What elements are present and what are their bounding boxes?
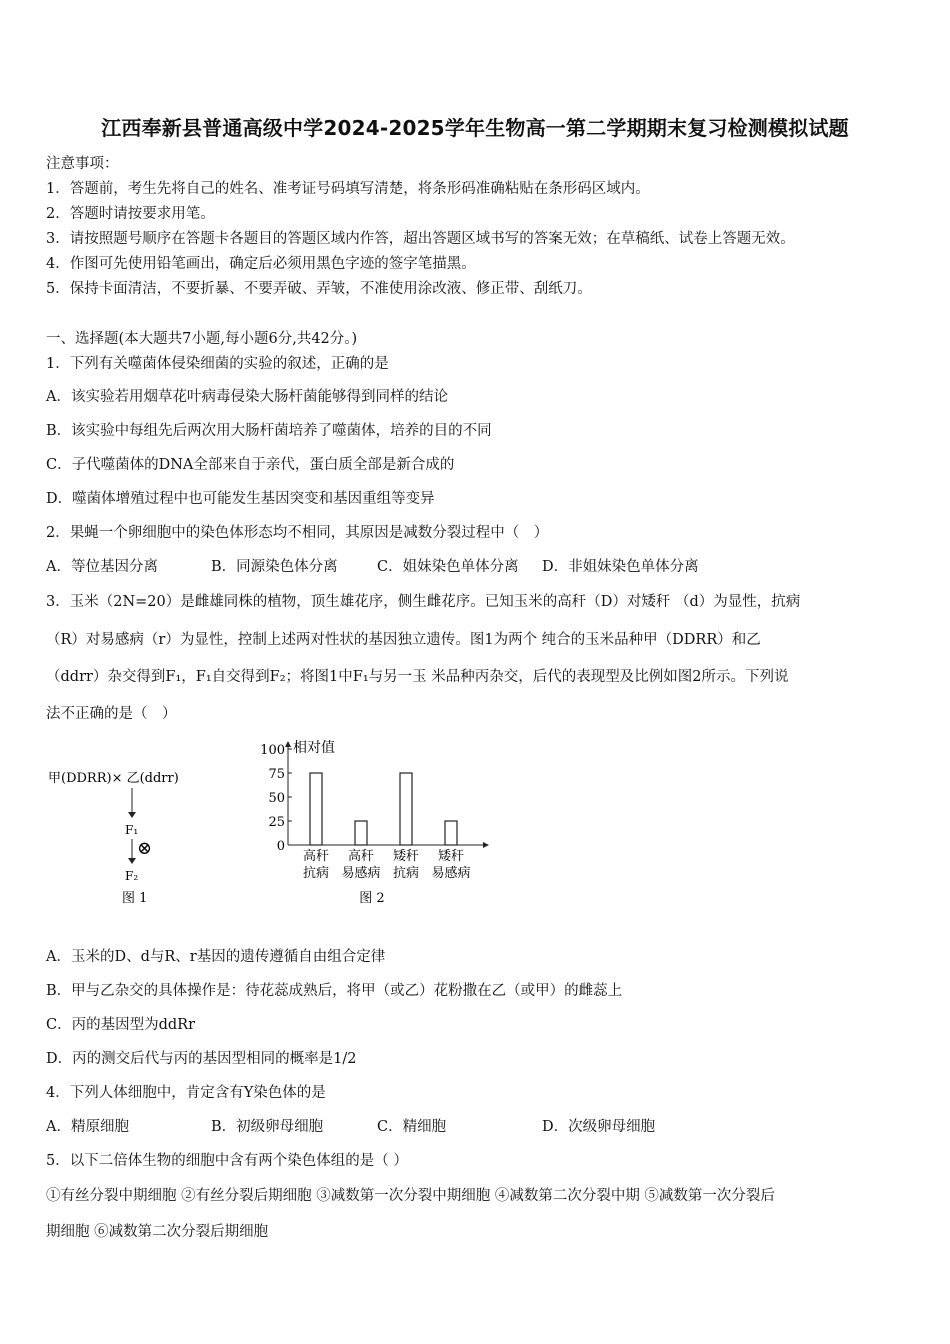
q2-option-c: C．姐妹染色单体分离 (377, 559, 519, 575)
fig1-f1-label: F₁ (125, 823, 139, 837)
notice-item-3: 3．请按照题号顺序在答题卡各题目的答题区域内作答，超出答题区域书写的答案无效；在草稿纸、试卷上答题无效。 (46, 231, 795, 247)
q3-option-d: D．丙的测交后代与丙的基因型相同的概率是1/2 (46, 1051, 357, 1067)
bar (445, 821, 457, 845)
x-tick-label: 易感病 (341, 866, 381, 881)
bar (400, 773, 412, 845)
section-heading: 一、选择题(本大题共7小题,每小题6分,共42分。) (46, 331, 358, 347)
q4-option-b: B．初级卵母细胞 (211, 1119, 324, 1135)
notice-item-4: 4．作图可先使用铅笔画出，确定后必须用黑色字迹的签字笔描黑。 (46, 256, 476, 272)
x-tick-label: 抗病 (392, 866, 420, 881)
y-tick-label: 25 (268, 815, 285, 830)
q3-stem-line3: （ddrr）杂交得到F₁，F₁自交得到F₂；将图1中F₁与另一玉 米品种丙杂交，后代的表现型及比例如图2所示。下列说 (46, 669, 789, 685)
q5-stem: 5．以下二倍体生物的细胞中含有两个染色体组的是（ ） (46, 1153, 408, 1169)
exam-title: 江西奉新县普通高级中学2024-2025学年生物高一第二学期期末复习检测模拟试题 (101, 116, 849, 140)
y-tick-label: 0 (276, 839, 285, 854)
fig1-arrowhead-1 (128, 812, 136, 818)
x-tick-label: 抗病 (302, 866, 330, 881)
x-tick-label: 矮秆 (392, 849, 420, 864)
x-tick-label: 矮秆 (437, 849, 465, 864)
q3-stem-line2: （R）对易感病（r）为显性，控制上述两对性状的基因独立遗传。图1为两个 纯合的玉米品种甲（DDRR）和乙 (46, 632, 761, 648)
figure-2-chart (250, 730, 510, 915)
x-axis-arrowhead (483, 842, 489, 848)
fig1-f2-label: F₂ (125, 869, 139, 883)
notice-heading: 注意事项： (46, 156, 119, 172)
chart-caption: 图 2 (359, 891, 385, 906)
notice-item-2: 2．答题时请按要求用笔。 (46, 206, 215, 222)
q3-option-a: A．玉米的D、d与R、r基因的遗传遵循自由组合定律 (46, 949, 386, 965)
q2-option-b: B．同源染色体分离 (211, 559, 338, 575)
y-axis-label: 相对值 (293, 740, 335, 756)
fig1-caption: 图 1 (122, 891, 148, 906)
q2-options (46, 555, 699, 576)
q5-line2: 期细胞 ⑥减数第二次分裂后期细胞 (46, 1224, 269, 1240)
q3-option-c: C．丙的基因型为ddRr (46, 1017, 196, 1033)
q2-option-a: A．等位基因分离 (46, 559, 158, 575)
q1-stem: 1．下列有关噬菌体侵染细菌的实验的叙述，正确的是 (46, 356, 389, 372)
q3-stem-line4: 法不正确的是（ ） (46, 706, 177, 722)
notice-item-5: 5．保持卡面清洁，不要折暴、不要弄破、弄皱，不准使用涂改液、修正带、刮纸刀。 (46, 281, 592, 297)
q4-option-d: D．次级卵母细胞 (542, 1119, 656, 1135)
fig1-self-symbol: ⊗ (137, 838, 153, 859)
y-tick-label: 50 (268, 791, 285, 806)
q5-line1: ①有丝分裂中期细胞 ②有丝分裂后期细胞 ③减数第一次分裂中期细胞 ④减数第二次分裂中期 ⑤减数第一次分裂后 (46, 1188, 775, 1204)
fig1-arrowhead-2 (128, 858, 136, 864)
y-tick-label: 75 (268, 767, 285, 782)
fig1-cross-label: 甲(DDRR)× 乙(ddrr) (48, 771, 179, 786)
y-axis-arrowhead (285, 741, 291, 747)
x-tick-label: 易感病 (431, 866, 471, 881)
q4-option-a: A．精原细胞 (46, 1119, 129, 1135)
bar (310, 773, 322, 845)
q2-stem: 2．果蝇一个卵细胞中的染色体形态均不相同，其原因是减数分裂过程中（ ） (46, 525, 549, 541)
q3-stem-line1: 3．玉米（2N=20）是雌雄同株的植物，顶生雄花序，侧生雌花序。已知玉米的高秆（D）对矮秆 （d）为显性，抗病 (46, 594, 801, 610)
q2-option-d: D．非姐妹染色单体分离 (542, 559, 699, 575)
q1-option-b: B．该实验中每组先后两次用大肠杆菌培养了噬菌体，培养的目的不同 (46, 423, 492, 439)
x-tick-label: 高秆 (302, 849, 330, 864)
q1-option-c: C．子代噬菌体的DNA全部来自于亲代，蛋白质全部是新合成的 (46, 457, 455, 473)
q4-stem: 4．下列人体细胞中，肯定含有Y染色体的是 (46, 1085, 326, 1101)
figure-1 (40, 760, 240, 910)
q4-options (46, 1115, 655, 1136)
q1-option-d: D．噬菌体增殖过程中也可能发生基因突变和基因重组等变异 (46, 491, 435, 507)
notice-item-1: 1．答题前，考生先将自己的姓名、准考证号码填写清楚，将条形码准确粘贴在条形码区域内。 (46, 181, 650, 197)
q3-option-b: B．甲与乙杂交的具体操作是：待花蕊成熟后，将甲（或乙）花粉撒在乙（或甲）的雌蕊上 (46, 983, 623, 999)
q1-option-a: A．该实验若用烟草花叶病毒侵染大肠杆菌能够得到同样的结论 (46, 389, 448, 405)
bar (355, 821, 367, 845)
y-tick-label: 100 (260, 743, 285, 758)
x-tick-label: 高秆 (347, 849, 375, 864)
q4-option-c: C．精细胞 (377, 1119, 447, 1135)
